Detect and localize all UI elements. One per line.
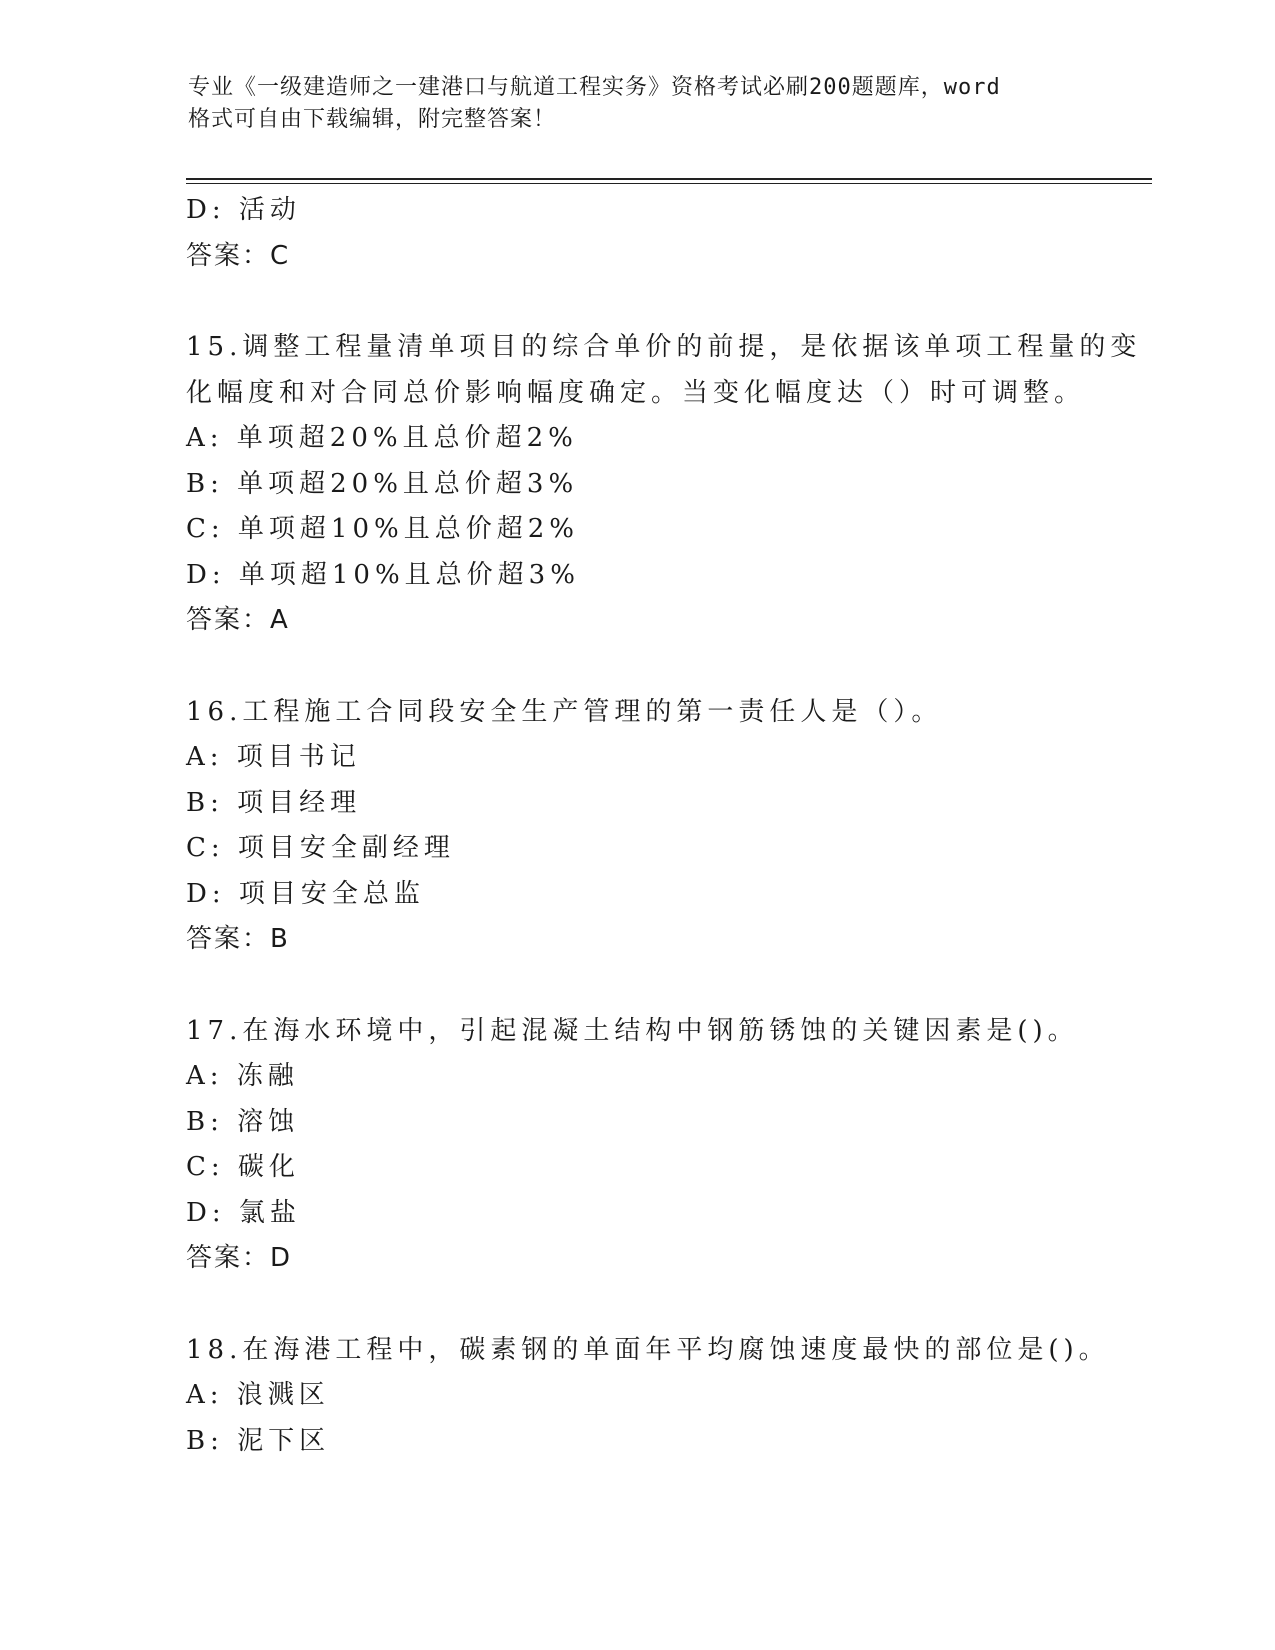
prev-answer: 答案：C [186, 240, 291, 271]
prev-option-d: D: 活动 [186, 195, 301, 225]
question-stem: 18.在海港工程中，碳素钢的单面年平均腐蚀速度最快的部位是()。 [186, 1334, 1110, 1365]
option-b: B: 项目经理 [186, 787, 362, 818]
option-d: D: 项目安全总监 [186, 878, 425, 909]
option-d: D: 氯盐 [186, 1197, 301, 1228]
option-a: A: 冻融 [186, 1061, 299, 1091]
option-d: D: 单项超10%且总价超3% [186, 559, 580, 590]
question-stem: 15.调整工程量清单项目的综合单价的前提，是依据该单项工程量的变 [186, 332, 1142, 362]
answer: 答案：A [186, 605, 290, 635]
question-15 [186, 325, 1142, 644]
question-16 [186, 690, 1086, 963]
question-stem-continued: 化幅度和对合同总价影响幅度确定。当变化幅度达（）时可调整。 [186, 377, 1086, 408]
header-line-1: 专业《一级建造师之一建港口与航道工程实务》资格考试必刷200题题库，word [188, 75, 1001, 100]
question-stem: 17.在海水环境中，引起混凝土结构中钢筋锈蚀的关键因素是()。 [186, 1015, 1079, 1046]
question-17 [186, 1009, 1086, 1282]
header-divider [186, 178, 1152, 184]
document-header [188, 72, 1088, 136]
option-c: C: 单项超10%且总价超2% [186, 514, 579, 544]
question-18 [186, 1328, 1110, 1465]
option-b: B: 单项超20%且总价超3% [186, 468, 579, 499]
option-b: B: 泥下区 [186, 1425, 331, 1456]
option-b: B: 溶蚀 [186, 1106, 300, 1137]
option-a: A: 项目书记 [186, 742, 361, 772]
answer: 答案：B [186, 924, 290, 954]
header-line-2: 格式可自由下载编辑，附完整答案！ [188, 107, 557, 132]
question-stem: 16.工程施工合同段安全生产管理的第一责任人是（）。 [186, 696, 943, 727]
option-c: C: 项目安全副经理 [186, 833, 455, 863]
option-a: A: 单项超20%且总价超2% [186, 423, 578, 453]
option-a: A: 浪溅区 [186, 1380, 330, 1410]
option-c: C: 碳化 [186, 1152, 300, 1182]
answer: 答案：D [186, 1243, 293, 1273]
question-list [186, 188, 1142, 1464]
